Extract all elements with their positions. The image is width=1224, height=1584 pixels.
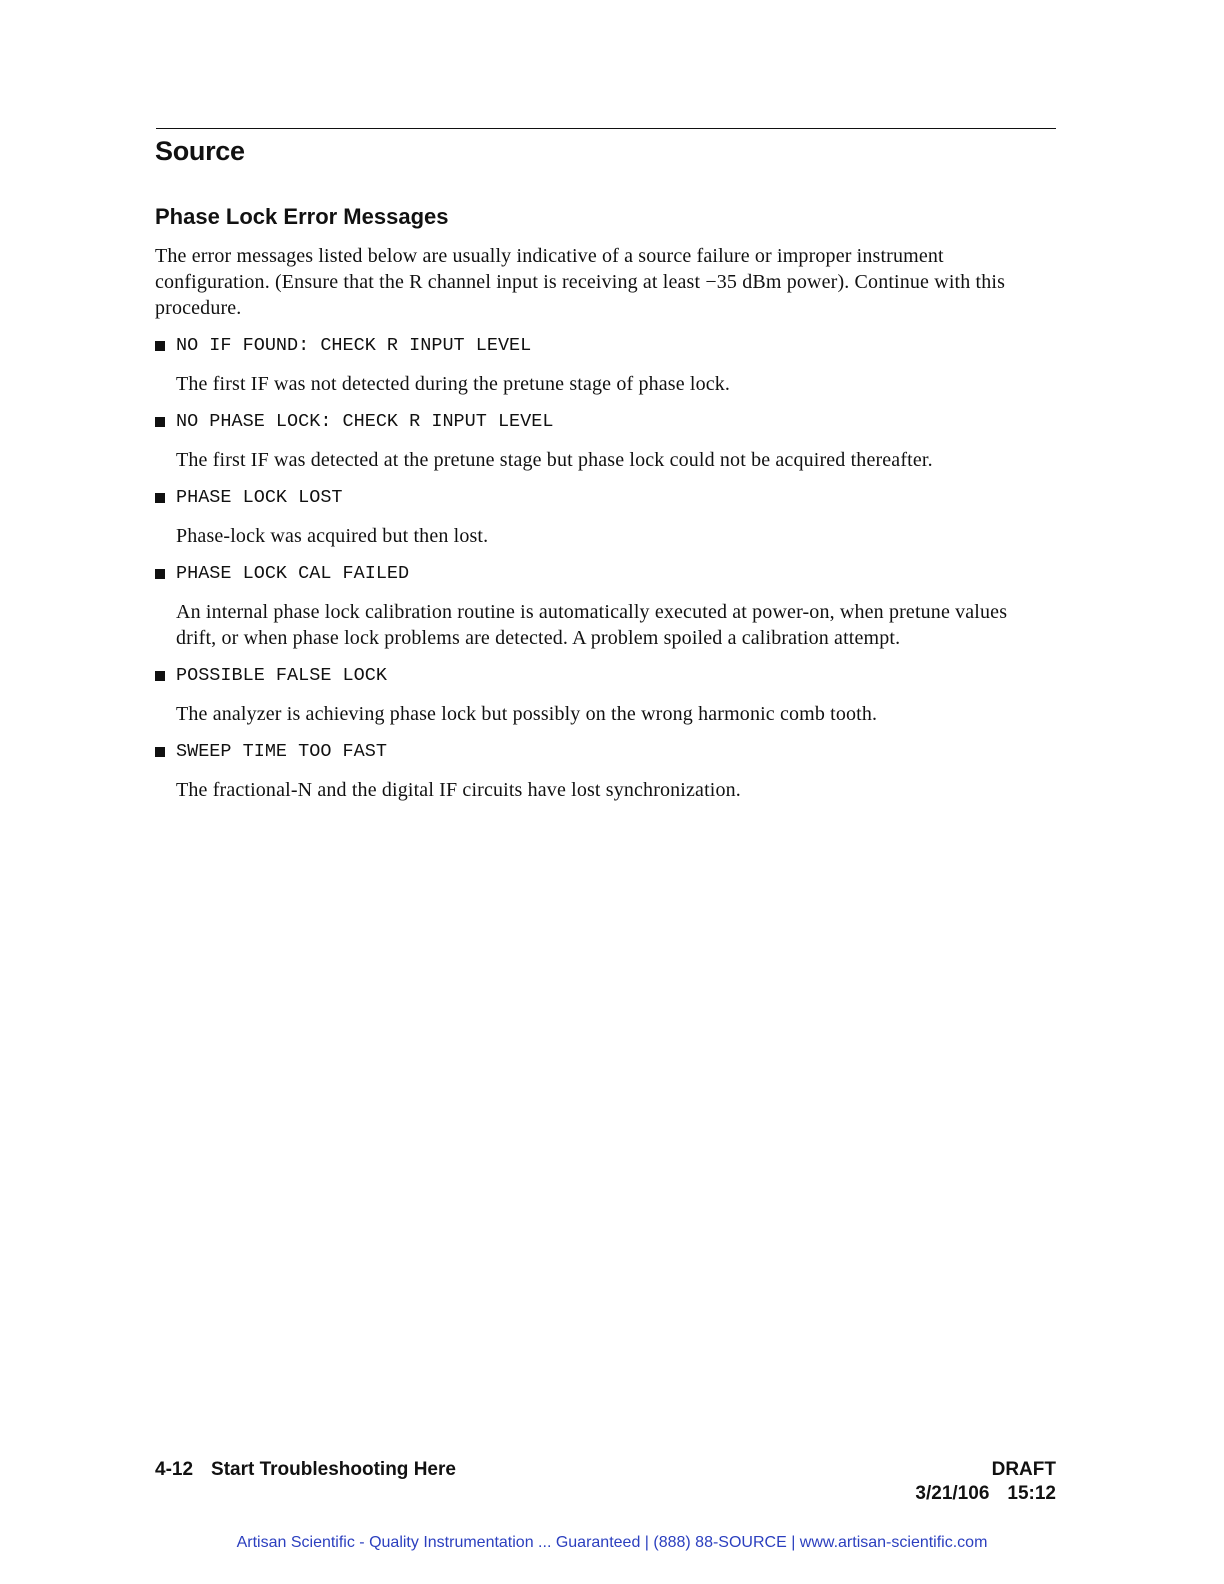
square-bullet-icon: [155, 493, 165, 503]
error-message-description: The first IF was not detected during the pretune stage of phase lock.: [176, 373, 731, 395]
intro-paragraph: The error messages listed below are usually indicative of a source failure or improper instrument configuration. (Ensure that the R channel input is receiving at least −35 dBm power). Continue with this procedure.: [155, 245, 1006, 319]
error-message-head: [155, 739, 1035, 765]
error-message-code: SWEEP TIME TOO FAST: [176, 741, 387, 762]
error-message-head: [155, 333, 1035, 359]
square-bullet-icon: [155, 747, 165, 757]
error-message-description: The first IF was detected at the pretune stage but phase lock could not be acquired thereafter.: [176, 449, 933, 471]
error-message-head: [155, 485, 1035, 511]
list-item: [155, 485, 1035, 549]
error-message-code: NO IF FOUND: CHECK R INPUT LEVEL: [176, 335, 532, 356]
section-title: Source: [155, 136, 245, 166]
error-message-code: NO PHASE LOCK: CHECK R INPUT LEVEL: [176, 411, 554, 432]
error-message-head: [155, 409, 1035, 435]
error-message-code: PHASE LOCK CAL FAILED: [176, 563, 410, 584]
list-item: [155, 739, 1035, 803]
list-item: [155, 561, 1035, 651]
error-message-head: [155, 663, 1035, 689]
error-message-description: The fractional-N and the digital IF circuits have lost synchronization.: [176, 779, 741, 801]
square-bullet-icon: [155, 417, 165, 427]
square-bullet-icon: [155, 341, 165, 351]
error-message-code: POSSIBLE FALSE LOCK: [176, 665, 387, 686]
page-footer-right: [915, 1458, 1056, 1506]
list-item: [155, 333, 1035, 397]
subsection-title: Phase Lock Error Messages: [155, 204, 449, 229]
chapter-title: Start Troubleshooting Here: [211, 1459, 456, 1480]
error-message-code: PHASE LOCK LOST: [176, 487, 343, 508]
draft-date: 3/21/106: [915, 1483, 990, 1504]
body-text: [155, 243, 1035, 815]
page-footer-left: [155, 1458, 456, 1482]
page-number: 4-12: [155, 1459, 194, 1480]
error-message-list: [155, 333, 1035, 803]
section-rule: [156, 128, 1056, 129]
draft-status: DRAFT: [991, 1459, 1056, 1480]
error-message-description: An internal phase lock calibration routine is automatically executed at power-on, when pretune values drift, or when phase lock problems are detected. A problem spoiled a calibration attempt.: [176, 601, 1008, 649]
draft-time: 15:12: [1007, 1483, 1056, 1504]
square-bullet-icon: [155, 569, 165, 579]
draft-timestamp: [915, 1482, 1056, 1506]
list-item: [155, 409, 1035, 473]
error-message-head: [155, 561, 1035, 587]
error-message-description: The analyzer is achieving phase lock but possibly on the wrong harmonic comb tooth.: [176, 703, 878, 725]
error-message-description: Phase-lock was acquired but then lost.: [176, 525, 489, 547]
vendor-watermark-link[interactable]: Artisan Scientific - Quality Instrumentation ... Guaranteed | (888) 88-SOURCE | www.artisan-scientific.com: [236, 1534, 988, 1551]
square-bullet-icon: [155, 671, 165, 681]
list-item: [155, 663, 1035, 727]
